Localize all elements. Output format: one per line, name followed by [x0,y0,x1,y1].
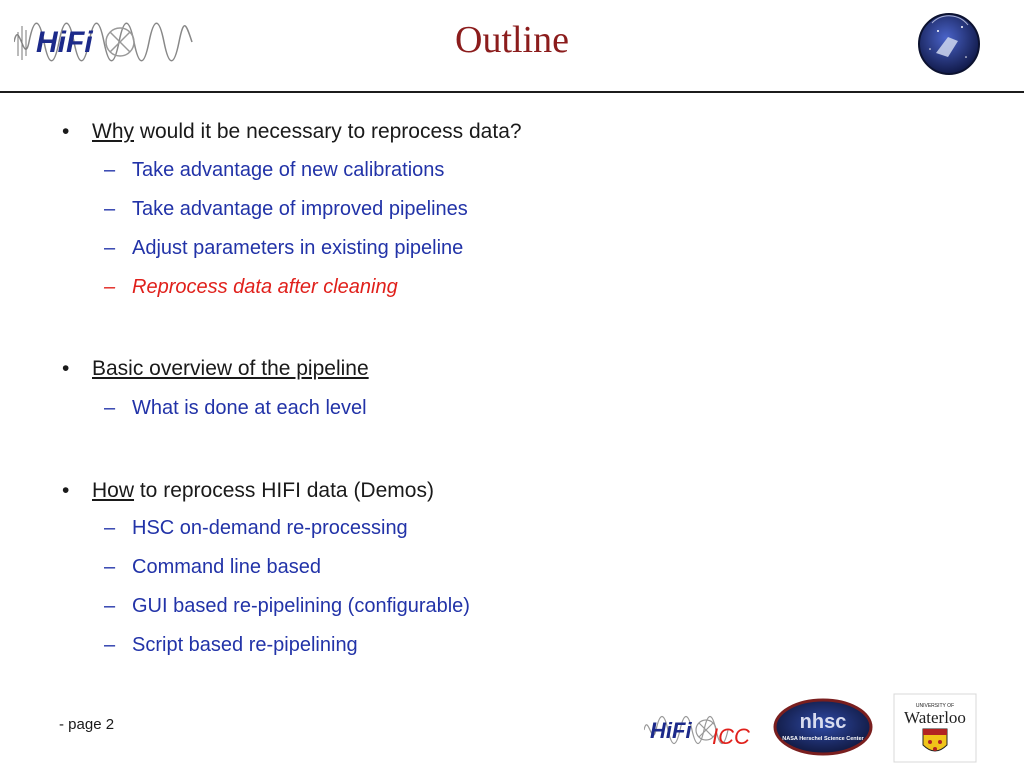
bullet-how [62,479,434,503]
dash-mark: – [104,634,116,656]
sub-item-text: GUI based re-pipelining (configurable) [132,595,470,617]
sub-item-text: Take advantage of new calibrations [132,159,445,181]
bullet-why-lead: Why [92,120,134,143]
footer-hifi-text: HiFi [650,718,692,743]
sub-item [104,237,464,260]
sub-item-text: Script based re-pipelining [132,634,358,656]
dash-mark: – [104,198,116,220]
bullet-how-text: to reprocess HIFI data (Demos) [134,479,434,502]
nhsc-text: nhsc [799,711,847,733]
page-title: Outline [455,19,569,61]
herschel-mission-badge-icon [918,13,980,75]
bullet-dot: • [62,357,70,380]
sub-item [104,159,445,182]
nhsc-subtext: NASA Herschel Science Center [782,736,864,742]
bullet-why [62,120,522,144]
sub-item [104,634,358,657]
waterloo-text: Waterloo [904,708,966,727]
dash-mark: – [104,397,116,419]
sub-item [104,556,321,579]
page-number: - page 2 [59,716,115,733]
waterloo-top-text: UNIVERSITY OF [915,703,955,709]
bullet-dot: • [62,120,70,143]
bullet-dot: • [62,479,70,502]
sub-item-text: What is done at each level [132,397,367,419]
sub-item-text: HSC on-demand re-processing [132,517,408,539]
dash-mark: – [104,159,116,181]
sub-item-text: Adjust parameters in existing pipeline [132,237,464,259]
dash-mark: – [104,517,116,539]
bullet-how-lead: How [92,479,135,502]
bullet-overview [62,357,369,381]
header-rule [0,91,1024,93]
sub-item-text: Command line based [132,556,321,578]
sub-item-highlighted [104,276,398,299]
sub-item [104,397,367,420]
dash-mark: – [104,276,116,298]
hifi-icc-logo-icon [644,708,764,750]
sub-item-text: Take advantage of improved pipelines [132,198,468,220]
dash-mark: – [104,556,116,578]
header-logo-text: HiFi [36,26,93,59]
footer-icc-text: ICC [712,724,750,749]
dash-mark: – [104,595,116,617]
sub-item [104,198,468,221]
bullet-overview-lead: Basic overview of the pipeline [92,357,369,380]
sub-item [104,517,408,540]
bullet-why-text: would it be necessary to reprocess data? [134,120,522,143]
nhsc-logo-icon [773,698,873,756]
dash-mark: – [104,237,116,259]
waterloo-logo-icon [893,693,977,763]
sub-item-text: Reprocess data after cleaning [132,276,398,298]
sub-item [104,595,470,618]
